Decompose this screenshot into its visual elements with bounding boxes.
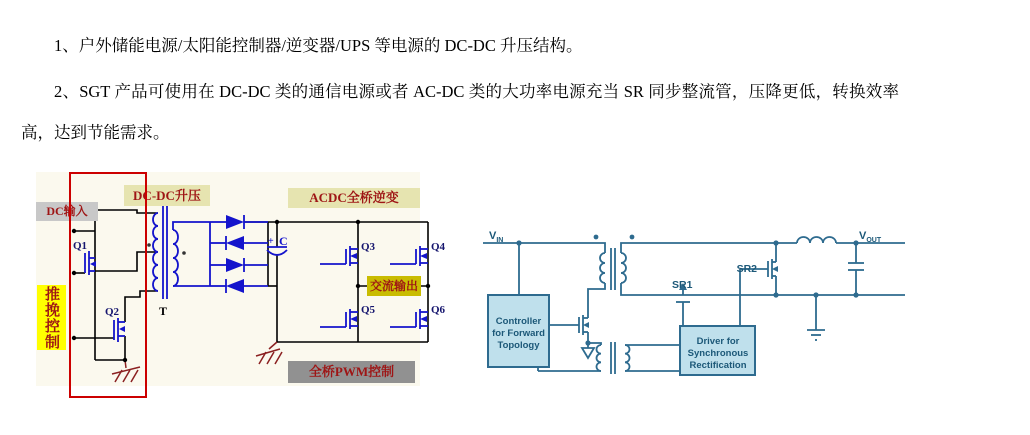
- q5-label: Q5: [361, 304, 376, 316]
- gate-drive-transformer: [597, 342, 630, 374]
- label-dc-input: DC输入: [36, 202, 98, 221]
- sr2-label: SR2: [736, 263, 757, 275]
- paragraph-1: 1、户外储能电源/太阳能控制器/逆变器/UPS 等电源的 DC-DC 升压结构。: [54, 36, 583, 55]
- document-body: [21, 25, 1013, 158]
- ground-symbol-bridge: [256, 342, 282, 364]
- q1-label: Q1: [73, 240, 88, 252]
- net-labels: [489, 230, 882, 291]
- vout-label: $V_{OUT}$: [859, 230, 882, 244]
- q3-label: Q3: [361, 241, 376, 253]
- driver-box-label: Driver for Synchronous Rectification: [687, 336, 749, 371]
- vin-label: $V_{IN}$: [489, 230, 504, 244]
- q5-mosfet: [320, 309, 358, 329]
- capacitor-polarity: +: [268, 236, 274, 247]
- label-full-bridge-pwm-control: 全桥PWM控制: [288, 361, 415, 383]
- q3-mosfet: [320, 246, 358, 266]
- q2-label: Q2: [105, 306, 120, 318]
- right-circuit-figure: [475, 215, 915, 400]
- controller-box-label: Controller for Forward Topology: [492, 316, 545, 351]
- label-ac-output: 交流输出: [367, 276, 421, 296]
- push-pull-highlight-frame: [69, 172, 147, 398]
- capacitor-label: C: [279, 234, 288, 248]
- paragraph-2: 2、SGT 产品可使用在 DC-DC 类的通信电源或者 AC-DC 类的大功率电源充当 SR 同步整流管，压降更低，转换效率高，达到节能需求。: [21, 82, 899, 142]
- transformer-label: T: [159, 304, 168, 318]
- sr1-label: SR1: [672, 279, 693, 291]
- output-capacitor: [848, 263, 864, 270]
- q6-label: Q6: [431, 304, 446, 316]
- label-acdc-full-bridge-inverter: ACDC全桥逆变: [288, 188, 420, 208]
- q6-mosfet: [390, 309, 428, 329]
- label-dcdc-boost: DC-DC升压: [124, 185, 210, 206]
- q4-label: Q4: [431, 241, 446, 253]
- transformer-t: [147, 205, 210, 299]
- ground-symbol-output: [807, 330, 825, 340]
- primary-mosfet: [579, 308, 589, 335]
- capacitor-c: [267, 247, 287, 255]
- output-inductor: [797, 237, 836, 243]
- label-push-pull-control: 推挽控制: [37, 285, 66, 350]
- q4-mosfet: [390, 246, 428, 266]
- rectifier-diodes: [210, 215, 268, 293]
